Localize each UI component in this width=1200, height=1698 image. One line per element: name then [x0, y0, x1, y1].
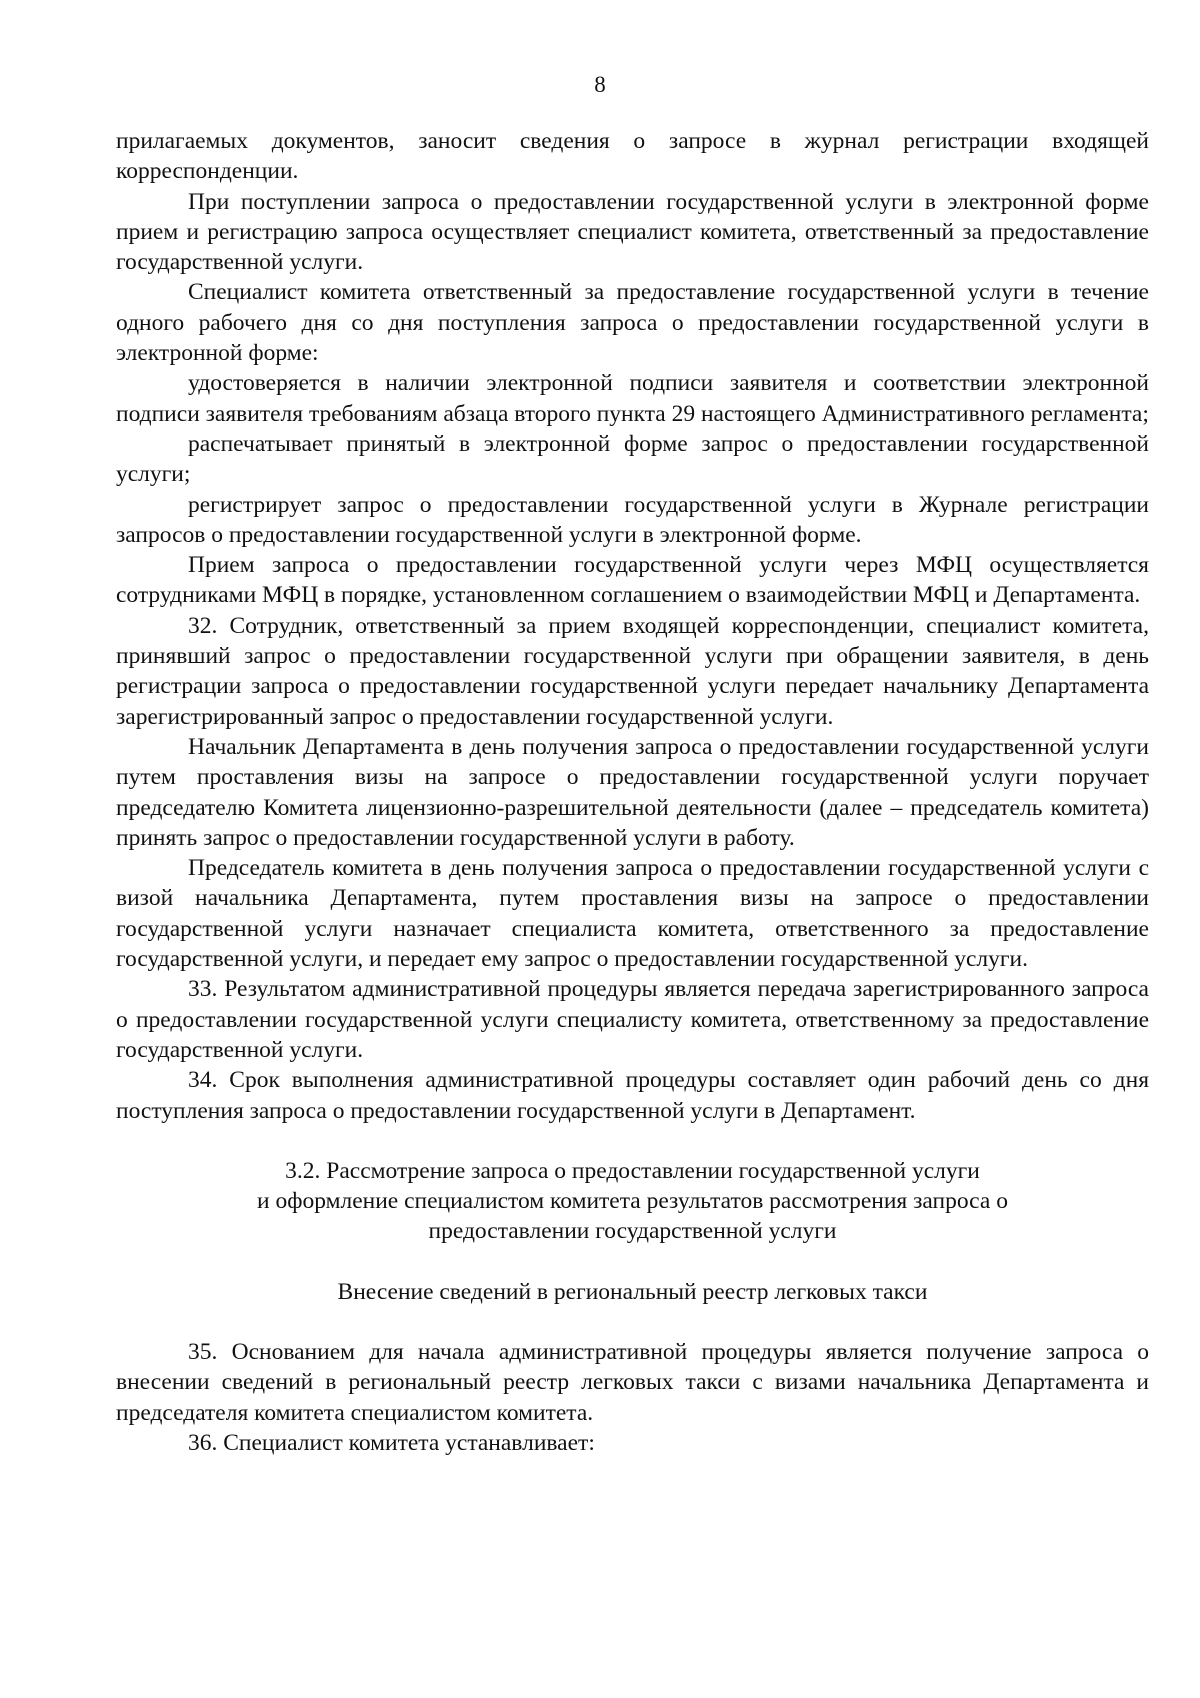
paragraph: 35. Основанием для начала административной процедуры является получение запроса о внесении сведений в региональный реестр легковых такси с визами начальника Департамента и председателя комитета специалистом комитета. [116, 1338, 1149, 1426]
document-body [116, 126, 1149, 1458]
section-heading-line: и оформление специалистом комитета результатов рассмотрения запроса о [257, 1188, 1008, 1215]
section-heading [116, 1156, 1149, 1247]
paragraph: прилагаемых документов, заносит сведения о запросе в журнал регистрации входящей корреспонденции. [116, 128, 1149, 185]
subsection-heading-text: Внесение сведений в региональный реестр легковых такси [337, 1278, 928, 1305]
paragraph: При поступлении запроса о предоставлении государственной услуги в электронной форме прием и регистрацию запроса осуществляет специалист комитета, ответственный за предоставление государственной услуги. [116, 188, 1149, 276]
paragraphs-before [116, 126, 1149, 1126]
paragraph: 33. Результатом административной процедуры является передача зарегистрированного запроса о предоставлении государственной услуги специалисту комитета, ответственному за предоставление государственной услуги. [116, 976, 1149, 1063]
paragraphs-after [116, 1337, 1149, 1458]
paragraph: регистрирует запрос о предоставлении государственной услуги в Журнале регистрации запросов о предоставлении государственной услуги в электронной форме. [116, 491, 1149, 548]
paragraph: 36. Специалист комитета устанавливает: [188, 1429, 595, 1456]
paragraph: удостоверяется в наличии электронной подписи заявителя и соответствии электронной подписи заявителя требованиям абзаца второго пункта 29 настоящего Административного регламента; [116, 370, 1149, 427]
paragraph: 34. Срок выполнения административной процедуры составляет один рабочий день со дня поступления запроса о предоставлении государственной услуги в Департамент. [116, 1067, 1149, 1124]
paragraph: распечатывает принятый в электронной форме запрос о предоставлении государственной услуги; [116, 430, 1149, 488]
subsection-heading [116, 1277, 1149, 1307]
paragraph: Прием запроса о предоставлении государственной услуги через МФЦ осуществляется сотрудниками МФЦ в порядке, установленном соглашением о взаимодействии МФЦ и Департамента. [116, 552, 1149, 609]
paragraph: Специалист комитета ответственный за предоставление государственной услуги в течение одного рабочего дня со дня поступления запроса о предоставлении государственной услуги в электронной форме: [116, 279, 1149, 367]
paragraph: Председатель комитета в день получения запроса о предоставлении государственной услуги с визой начальника Департамента, путем проставления визы на запросе о предоставлении государственной услуги назначает специалиста комитета, ответственного за предоставление государственной услуги, и передает ему запрос о предоставлении государственной услуги. [116, 855, 1149, 973]
paragraph: Начальник Департамента в день получения запроса о предоставлении государственной услуги путем проставления визы на запросе о предоставлении государственной услуги поручает председателю Комитета лицензионно-разрешительной деятельности (далее – председатель комитета) принять запрос о предоставлении государственной услуги в работу. [116, 733, 1149, 851]
page-number: 8 [594, 72, 606, 97]
section-heading-line: предоставлении государственной услуги [428, 1218, 837, 1245]
section-heading-line: 3.2. Рассмотрение запроса о предоставлении государственной услуги [285, 1157, 980, 1184]
paragraph: 32. Сотрудник, ответственный за прием входящей корреспонденции, специалист комитета, принявший запрос о предоставлении государственной услуги при обращении заявителя, в день регистрации запроса о предоставлении государственной услуги передает начальнику Департамента зарегистрированный запрос о предоставлении государственной услуги. [116, 612, 1149, 730]
